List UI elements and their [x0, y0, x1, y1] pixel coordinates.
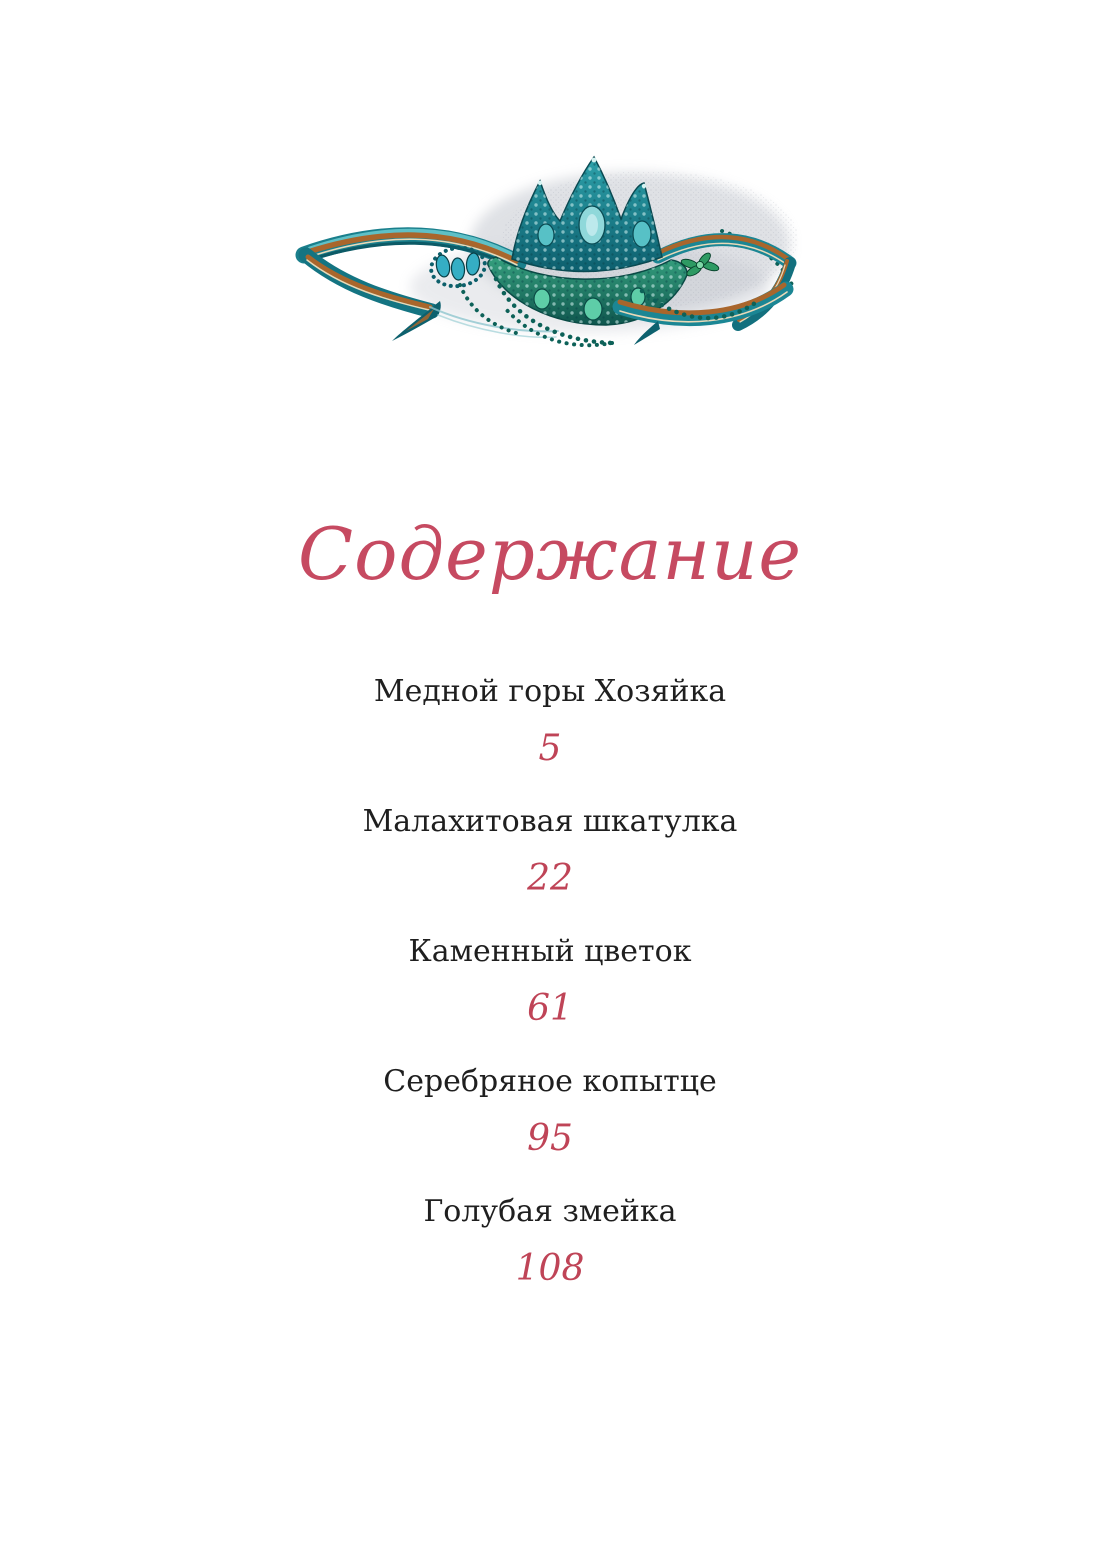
chapter-page-number: 22 — [527, 858, 573, 899]
chapter-title: Каменный цветок — [408, 934, 692, 969]
chapter-title: Малахитовая шкатулка — [362, 804, 738, 839]
toc-list — [0, 672, 1100, 1322]
crown-illustration-svg — [290, 138, 810, 360]
chapter-page-number: 5 — [538, 728, 562, 769]
toc-entry — [0, 932, 1100, 1031]
chapter-page-number: 95 — [527, 1118, 573, 1159]
toc-entry — [0, 1062, 1100, 1161]
chapter-title: Голубая змейка — [423, 1194, 677, 1229]
page-title: Содержание — [298, 512, 802, 596]
chapter-page-number: 108 — [515, 1248, 585, 1289]
chapter-page-number: 61 — [527, 988, 573, 1029]
toc-entry — [0, 672, 1100, 771]
toc-entry — [0, 802, 1100, 901]
toc-entry — [0, 1192, 1100, 1291]
crown-illustration — [290, 138, 810, 360]
chapter-title: Серебряное копытце — [383, 1064, 717, 1099]
chapter-title: Медной горы Хозяйка — [373, 674, 727, 709]
